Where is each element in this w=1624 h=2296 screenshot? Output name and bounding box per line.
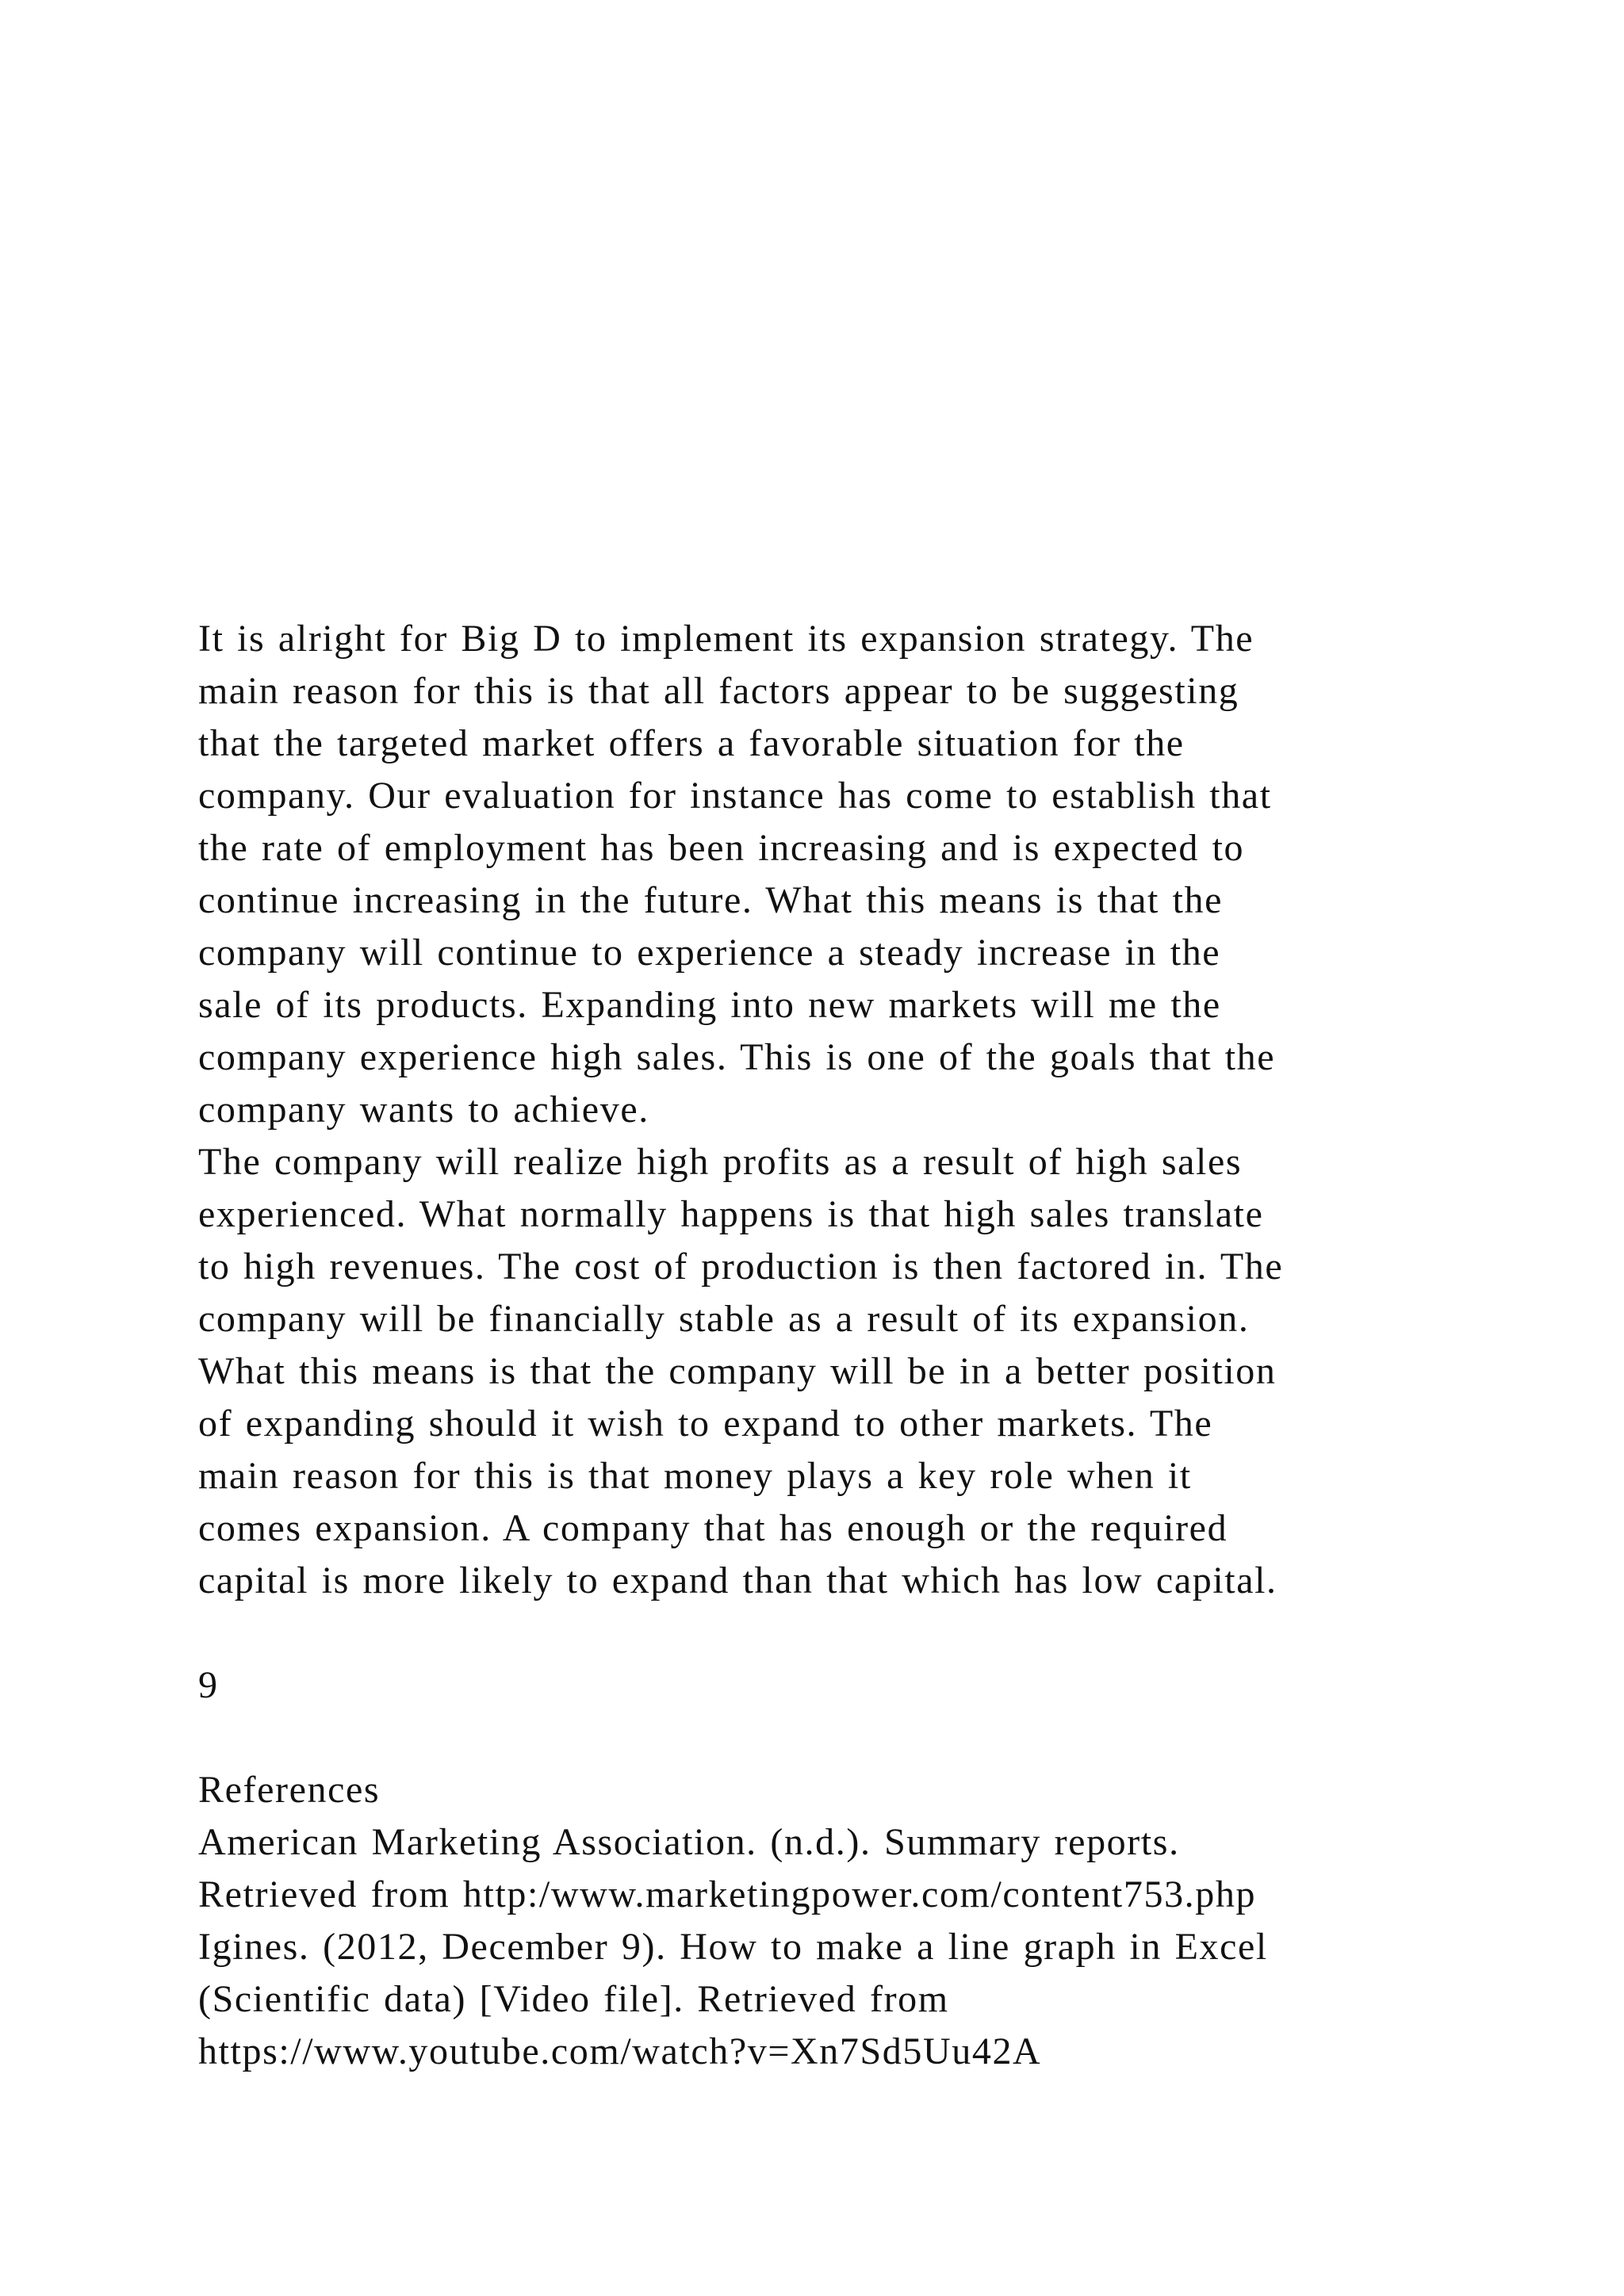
page-number: 9 — [198, 1664, 219, 1706]
body-paragraph-2 — [198, 1136, 1507, 1607]
text-line: company. Our evaluation for instance has come to establish that — [198, 775, 1272, 817]
text-line: the rate of employment has been increasing and is expected to — [198, 827, 1245, 869]
reference-line: Retrieved from http:/www.marketingpower.com/content753.php — [198, 1873, 1257, 1915]
reference-line: Igines. (2012, December 9). How to make a line graph in Excel — [198, 1926, 1268, 1968]
text-line: company experience high sales. This is one of the goals that the — [198, 1036, 1276, 1078]
text-line: company wants to achieve. — [198, 1089, 649, 1131]
text-line: The company will realize high profits as a result of high sales — [198, 1141, 1243, 1183]
text-line: It is alright for Big D to implement its expansion strategy. The — [198, 618, 1254, 660]
text-line: of expanding should it wish to expand to other markets. The — [198, 1402, 1213, 1445]
reference-line: American Marketing Association. (n.d.). Summary reports. — [198, 1821, 1180, 1863]
body-paragraph-1 — [198, 613, 1507, 1136]
text-line: that the targeted market offers a favorable situation for the — [198, 722, 1185, 764]
spacer — [198, 1607, 1507, 1659]
text-line: company will be financially stable as a result of its expansion. — [198, 1298, 1250, 1340]
text-line: continue increasing in the future. What this means is that the — [198, 879, 1224, 921]
spacer — [198, 1712, 1507, 1764]
text-line: What this means is that the company will be in a better position — [198, 1350, 1277, 1392]
references-heading: References — [198, 1769, 381, 1811]
references-section — [198, 1764, 1507, 2078]
reference-line: https://www.youtube.com/watch?v=Xn7Sd5Uu42A — [198, 2030, 1042, 2072]
text-line: to high revenues. The cost of production is then factored in. The — [198, 1246, 1284, 1288]
text-line: comes expansion. A company that has enough or the required — [198, 1507, 1228, 1549]
text-line: capital is more likely to expand than that which has low capital. — [198, 1559, 1277, 1601]
text-line: company will continue to experience a steady increase in the — [198, 932, 1221, 974]
text-line: main reason for this is that money plays a key role when it — [198, 1455, 1192, 1497]
text-line: experienced. What normally happens is that high sales translate — [198, 1193, 1264, 1235]
reference-line: (Scientific data) [Video file]. Retrieved from — [198, 1978, 949, 2020]
document-body — [198, 613, 1507, 2078]
text-line: main reason for this is that all factors appear to be suggesting — [198, 670, 1239, 712]
text-line: sale of its products. Expanding into new markets will me the — [198, 984, 1221, 1026]
